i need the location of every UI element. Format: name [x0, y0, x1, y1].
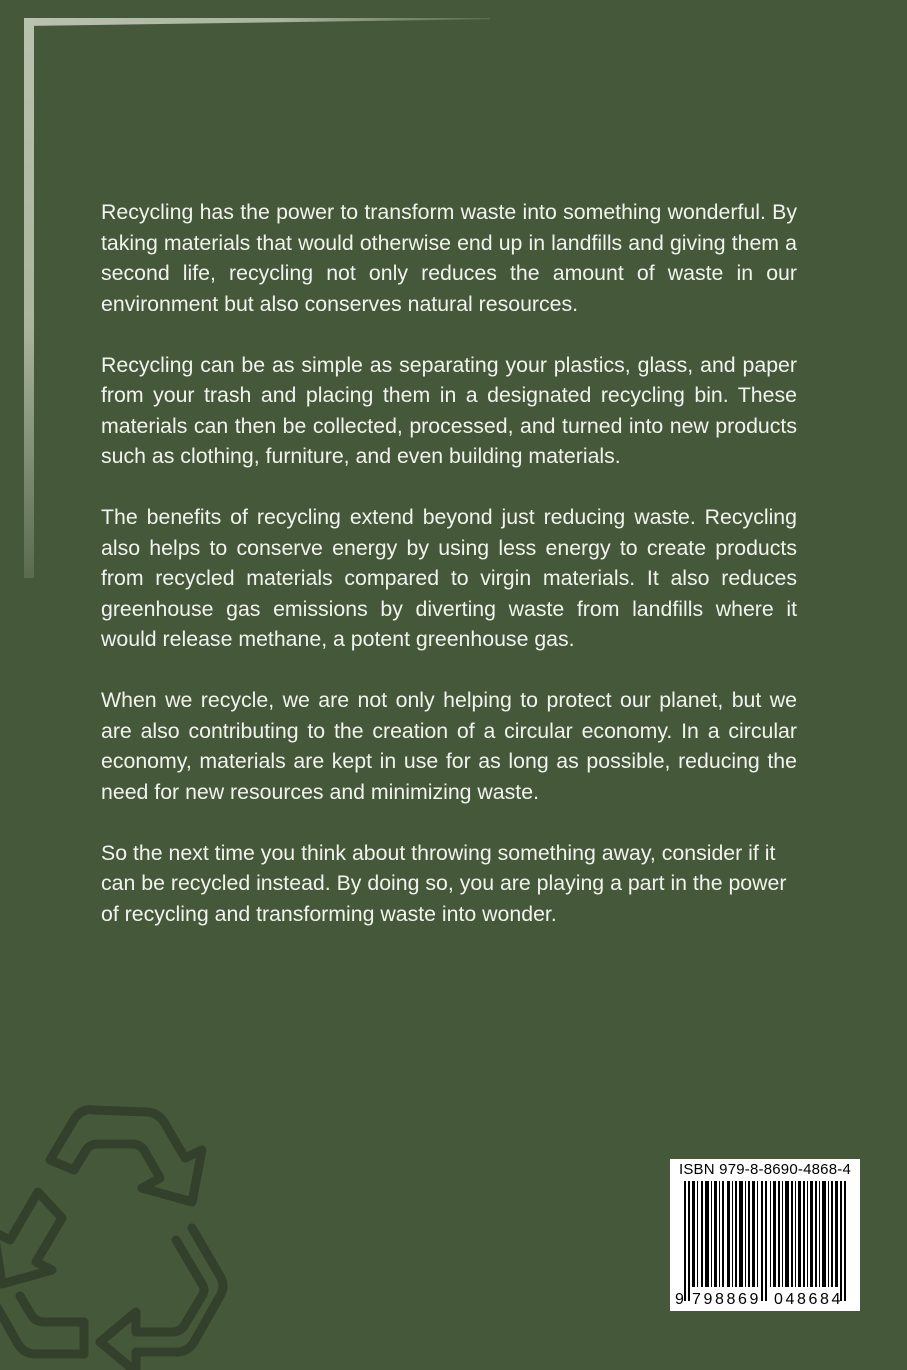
barcode-digit-first: 9 [675, 1291, 684, 1308]
back-cover-text [101, 197, 797, 960]
paragraph-1: Recycling has the power to transform waste into something wonderful. By taking materials that would otherwise end up in landfills and giving them a second life, recycling not only reduces the amount of waste in our environment but also conserves natural resources. [101, 200, 797, 316]
paragraph-2: Recycling can be as simple as separating your plastics, glass, and paper from your trash and placing them in a designated recycling bin. These materials can then be collected, processed, and turned into new products such as clothing, furniture, and even building materials. [101, 352, 797, 468]
paragraph-3: The benefits of recycling extend beyond just reducing waste. Recycling also helps to conserve energy by using less energy to create products from recycled materials compared to virgin materials. It also reduces greenhouse gas emissions by diverting waste from landfills where it would release methane, a potent greenhouse gas. [101, 505, 797, 651]
paragraph-4: When we recycle, we are not only helping to protect our planet, but we are also contributing to the creation of a circular economy. In a circular economy, materials are kept in use for as long as possible, reducing the need for new resources and minimizing waste. [101, 688, 797, 804]
barcode-digits-right: 048684 [774, 1291, 843, 1308]
decorative-frame-top [24, 18, 490, 26]
isbn-label: ISBN 979-8-8690-4868-4 [678, 1161, 851, 1178]
recycle-icon [0, 1100, 270, 1370]
decorative-frame-left [24, 18, 34, 578]
barcode-digits-left: 798869 [692, 1291, 761, 1308]
barcode-bars [670, 1159, 860, 1311]
barcode-box [670, 1159, 860, 1311]
paragraph-5: So the next time you think about throwing something away, consider if it can be recycled instead. By doing so, you are playing a part in the power of recycling and transforming waste into wonder. [101, 840, 787, 926]
